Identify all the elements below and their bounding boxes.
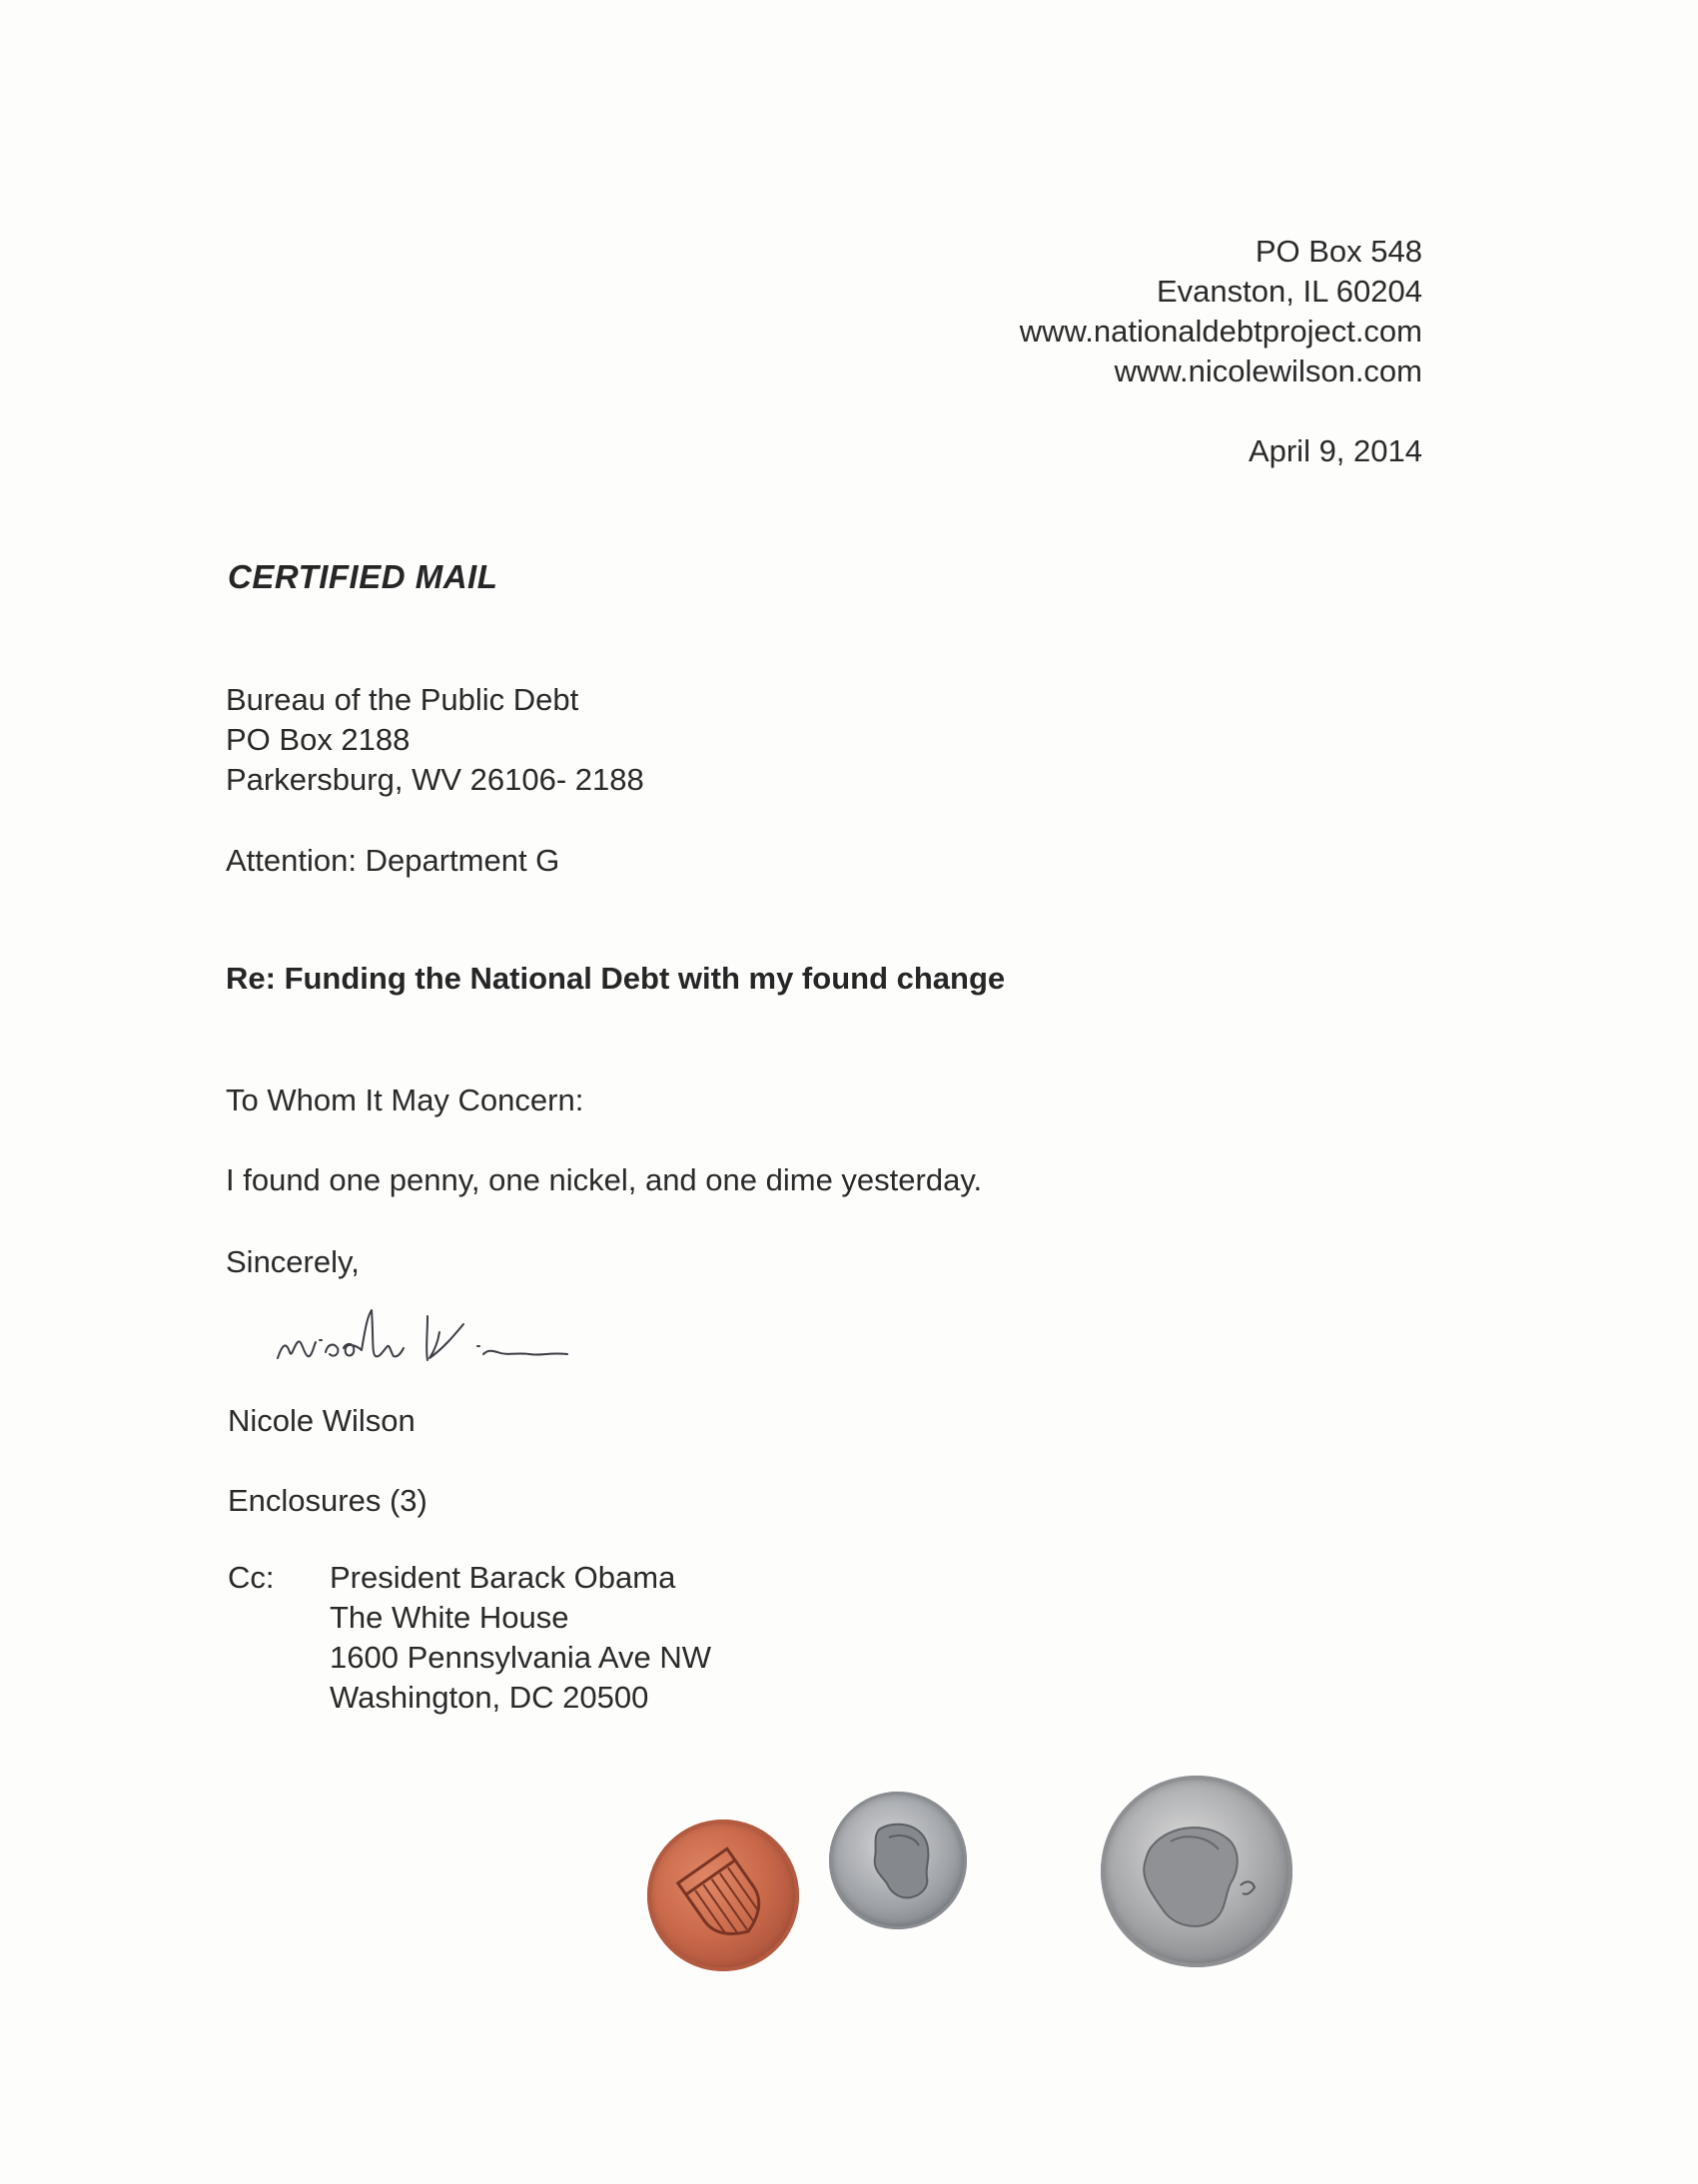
recipient-city-line: Parkersburg, WV 26106- 2188 [226,762,644,797]
penny-coin-image [647,1820,799,1971]
recipient-po-box: PO Box 2188 [226,722,411,757]
attention-line: Attention: Department G [226,843,560,878]
signer-name: Nicole Wilson [228,1403,416,1438]
cc-line: President Barack Obama [330,1560,676,1595]
subject-line: Re: Funding the National Debt with my found change [226,961,1006,996]
cc-line: 1600 Pennsylvania Ave NW [330,1640,711,1675]
sender-website-2: www.nicolewilson.com [1114,354,1422,388]
letter-date: April 9, 2014 [1248,433,1422,468]
cc-address [330,1558,711,1718]
cc-label: Cc: [228,1560,275,1595]
recipient-name: Bureau of the Public Debt [226,682,579,717]
certified-mail-heading: CERTIFIED MAIL [228,558,498,595]
dime-coin-image [829,1792,967,1929]
sender-po-box: PO Box 548 [1255,234,1422,269]
salutation: To Whom It May Concern: [226,1083,584,1117]
handwritten-signature [268,1296,597,1376]
sender-city-line: Evanston, IL 60204 [1157,274,1422,309]
sender-website-1: www.nationaldebtproject.com [1019,314,1422,349]
enclosures-line: Enclosures (3) [228,1483,427,1518]
recipient-address [226,680,644,800]
closing: Sincerely, [226,1244,360,1279]
penny-shield-icon [647,1820,799,1971]
dime-portrait-icon [829,1792,967,1929]
cc-line: Washington, DC 20500 [330,1680,649,1715]
nickel-portrait-icon [1101,1776,1292,1967]
letter-body: I found one penny, one nickel, and one dime yesterday. [226,1162,983,1197]
sender-address [1020,232,1422,391]
nickel-coin-image [1101,1776,1292,1967]
cc-line: The White House [330,1600,569,1635]
